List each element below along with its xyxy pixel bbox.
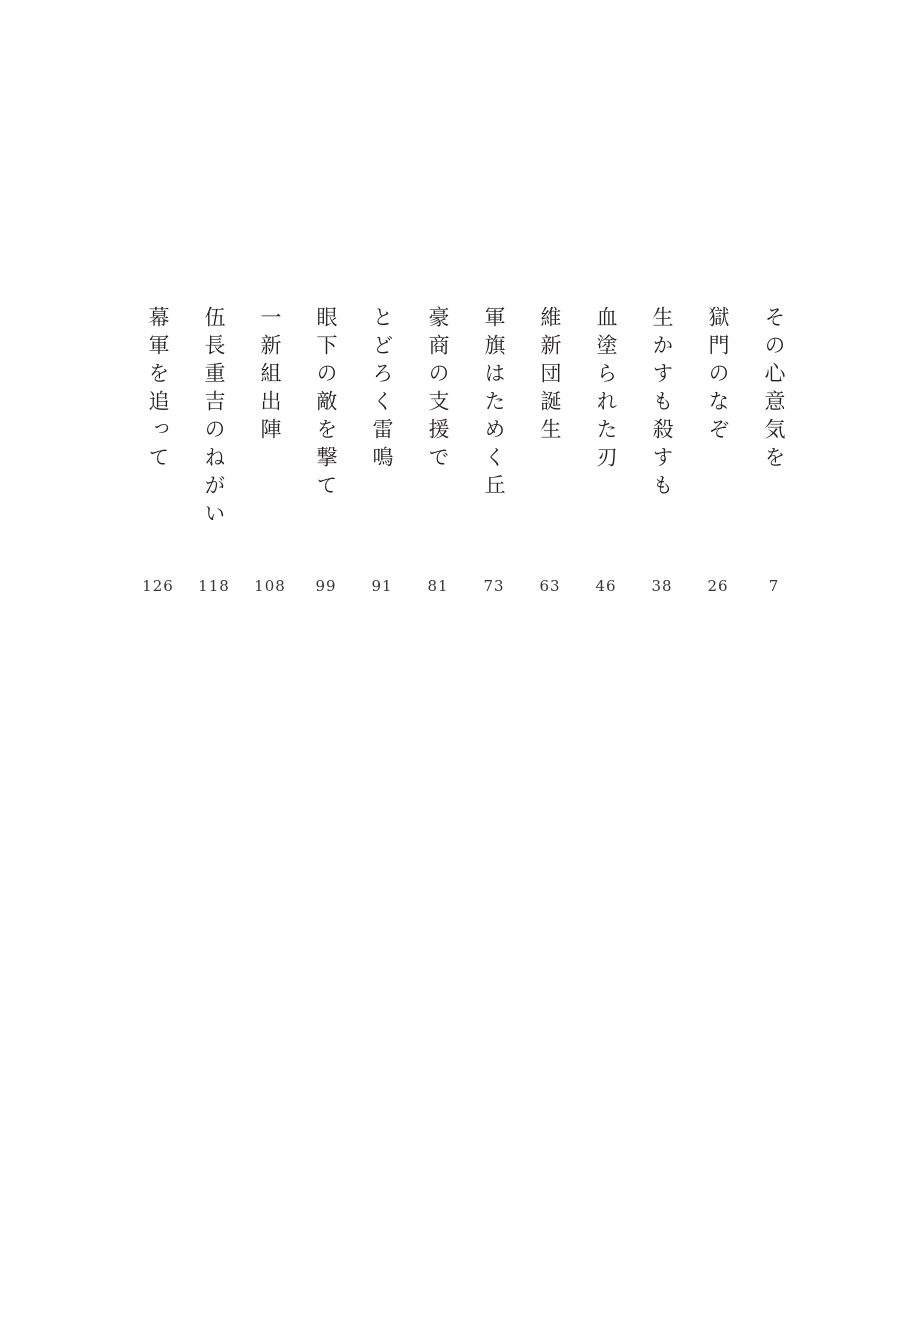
- toc-entry-page-number: 126: [142, 577, 174, 595]
- toc-entry: [250, 306, 290, 606]
- toc-entry-page-number: 26: [707, 577, 729, 595]
- toc-entry-title: 維新団誕生: [538, 306, 562, 446]
- toc-entry-title: とどろく雷鳴: [370, 306, 394, 474]
- toc-entry-title: 生かすも殺すも: [650, 306, 674, 502]
- toc-entry: [642, 306, 682, 606]
- toc-entry: [194, 306, 234, 606]
- toc-entry: [586, 306, 626, 606]
- toc-entry-page-number: 118: [198, 577, 230, 595]
- toc-entry-title: 豪商の支援で: [426, 306, 450, 474]
- toc-entry: [474, 306, 514, 606]
- toc-entry-page-number: 73: [483, 577, 505, 595]
- toc-entry: [306, 306, 346, 606]
- toc-entry-title: 眼下の敵を撃て: [314, 306, 338, 502]
- toc-entry-title: 獄門のなぞ: [706, 306, 730, 446]
- toc-entry-page-number: 91: [371, 577, 393, 595]
- toc-entry-title: 軍旗はためく丘: [482, 306, 506, 502]
- toc-entry-page-number: 46: [595, 577, 617, 595]
- toc-entry-title: 血塗られた刃: [594, 306, 618, 474]
- toc-entry-page-number: 38: [651, 577, 673, 595]
- toc-entry-title: 伍長重吉のねがい: [202, 306, 226, 530]
- toc-entry: [754, 306, 794, 606]
- toc-entry-page-number: 108: [254, 577, 286, 595]
- toc-entry: [138, 306, 178, 606]
- toc-entry-page-number: 7: [768, 577, 780, 595]
- toc-entry-title: 一新組出陣: [258, 306, 282, 446]
- toc-entry-title: その心意気を: [762, 306, 786, 474]
- toc-entry-title: 幕軍を追って: [146, 306, 170, 474]
- toc-entry: [698, 306, 738, 606]
- toc-entry-page-number: 63: [539, 577, 561, 595]
- toc-entry: [362, 306, 402, 606]
- toc-entry: [418, 306, 458, 606]
- toc-entry: [530, 306, 570, 606]
- toc-entry-page-number: 99: [315, 577, 337, 595]
- toc-entry-page-number: 81: [427, 577, 449, 595]
